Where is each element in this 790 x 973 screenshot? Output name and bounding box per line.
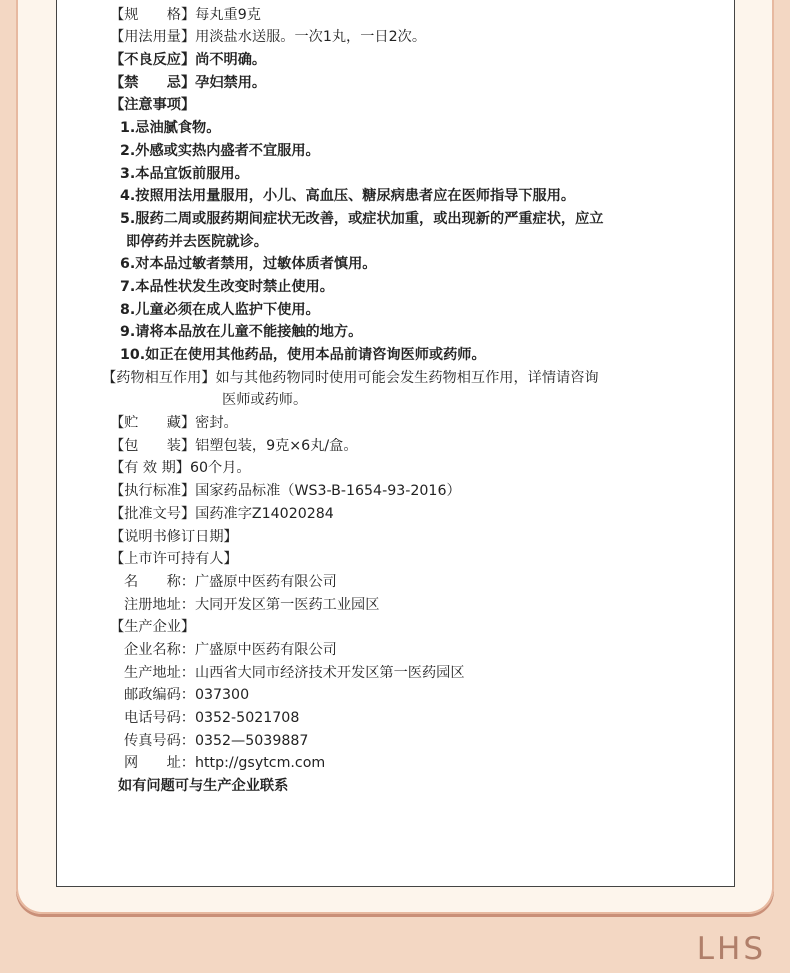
precaution-item: 2.外感或实热内盛者不宜服用。 [120,142,320,159]
validity-row: 【有 效 期】60个月。 [110,460,251,477]
fax-row: 传真号码：0352—5039887 [124,732,309,749]
precaution-item: 5.服药二周或服药期间症状无改善，或症状加重，或出现新的严重症状，应立 [120,210,604,227]
precaution-item: 8.儿童必须在成人监护下使用。 [120,301,320,318]
spec-row: 【规 格】每丸重9克 [110,6,261,23]
standard-row: 【执行标准】国家药品标准（WS3-B-1654-93-2016） [110,483,461,500]
approval-row: 【批准文号】国药准字Z14020284 [110,505,334,522]
manufacturer-heading: 【生产企业】 [110,619,196,636]
holder-address-row: 注册地址：大同开发区第一医药工业园区 [124,596,380,613]
package-row: 【包 装】铝塑包装，9克×6丸/盒。 [110,437,358,454]
website-row: 网 址：http://gsytcm.com [124,755,326,772]
postal-row: 邮政编码：037300 [124,687,250,704]
company-row: 企业名称：广盛原中医药有限公司 [124,641,337,658]
production-address-row: 生产地址：山西省大同市经济技术开发区第一医药园区 [124,664,465,681]
adverse-row: 【不良反应】尚不明确。 [110,52,267,69]
precaution-item: 3.本品宜饭前服用。 [120,165,249,182]
precaution-item: 10.如正在使用其他药品，使用本品前请咨询医师或药师。 [120,347,486,363]
precaution-item: 1.忌油腻食物。 [120,120,221,137]
contra-row: 【禁 忌】孕妇禁用。 [110,74,267,91]
precautions-heading: 【注意事项】 [110,97,196,114]
precaution-item: 7.本品性状发生改变时禁止使用。 [120,278,334,295]
precaution-item: 4.按照用法用量服用，小儿、高血压、糖尿病患者应在医师指导下服用。 [120,188,576,205]
revision-row: 【说明书修订日期】 [110,528,238,545]
storage-row: 【贮 藏】密封。 [110,415,238,432]
interaction-row-cont: 医师或药师。 [222,392,308,409]
precaution-item: 6.对本品过敏者禁用，过敏体质者慎用。 [120,256,377,273]
usage-row: 【用法用量】用淡盐水送服。一次1丸，一日2次。 [110,29,427,46]
precaution-item: 9.请将本品放在儿童不能接触的地方。 [120,324,363,341]
holder-heading: 【上市许可持有人】 [110,551,238,568]
instruction-sheet [56,0,735,887]
sheet-content [102,0,724,798]
interaction-row: 【药物相互作用】如与其他药物同时使用可能会发生药物相互作用，详情请咨询 [102,369,599,386]
contact-note: 如有问题可与生产企业联系 [118,778,289,795]
brand-logo: LHS [696,931,766,967]
phone-row: 电话号码：0352-5021708 [124,710,300,726]
holder-name-row: 名 称：广盛原中医药有限公司 [124,573,337,590]
precaution-item: 即停药并去医院就诊。 [126,233,268,250]
